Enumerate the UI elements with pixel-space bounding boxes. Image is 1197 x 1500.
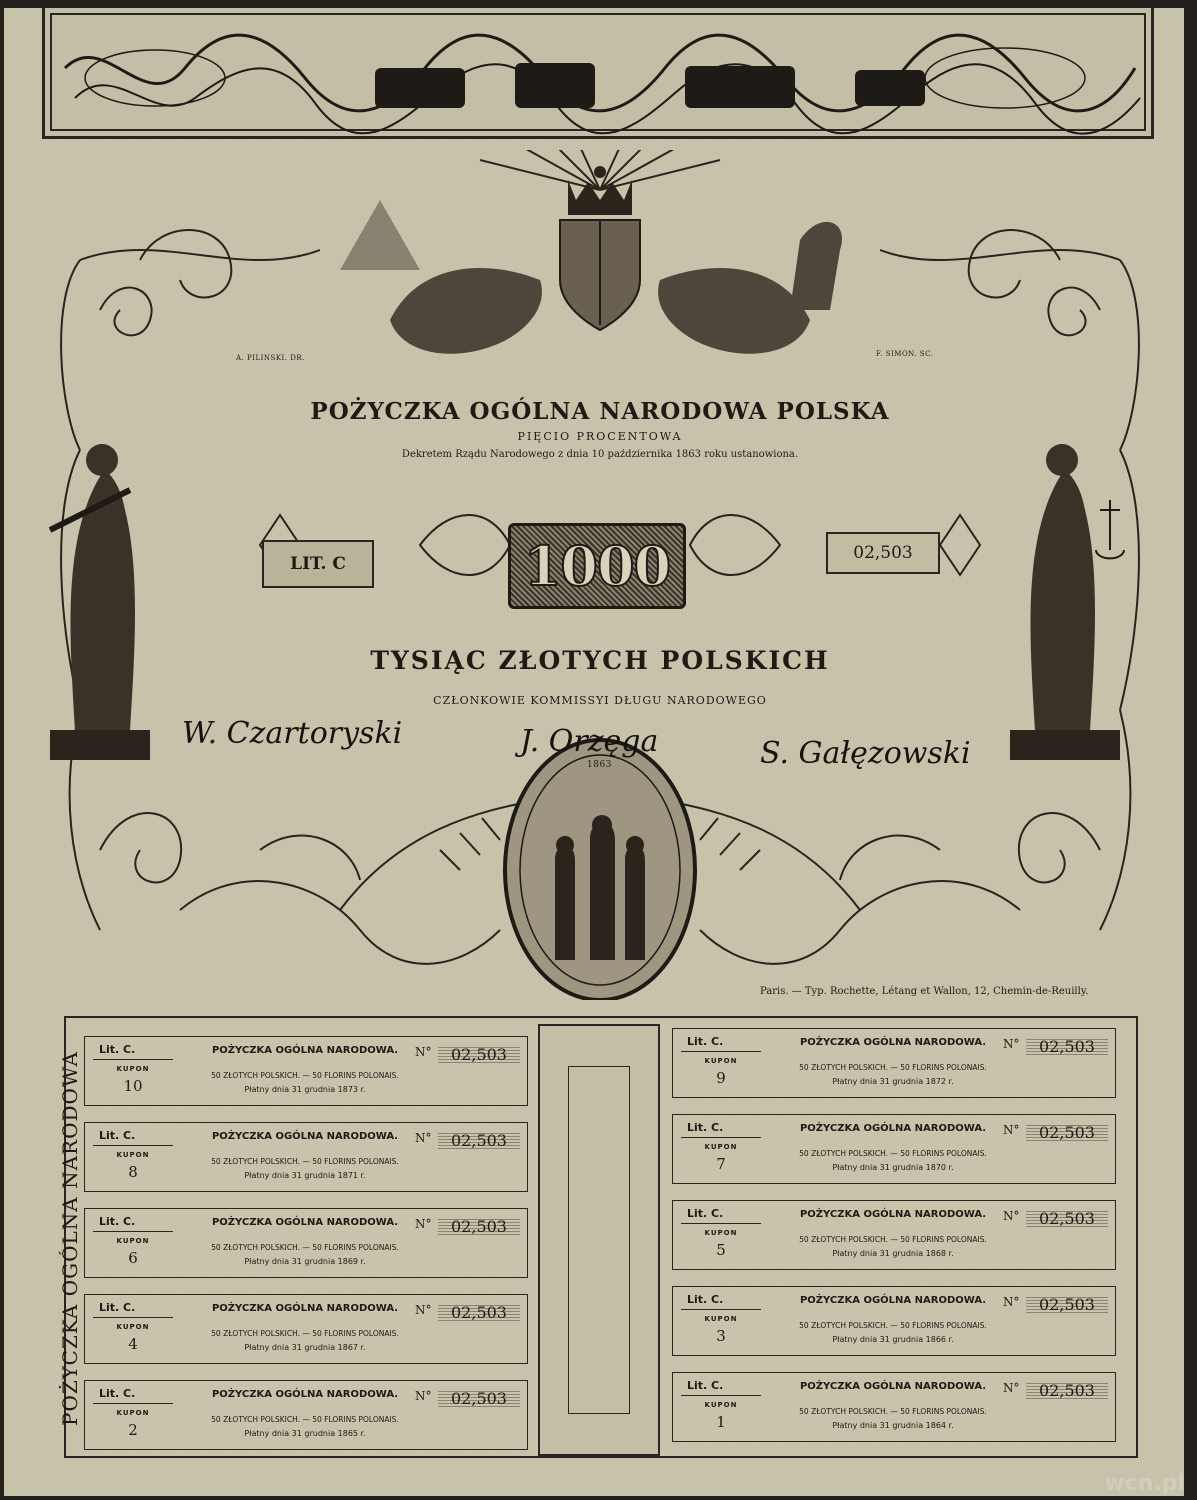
coupon-number: 1 [716, 1413, 726, 1431]
coupon-lit: Lit. C. [99, 1129, 136, 1142]
coupon-lit: Lit. C. [99, 1215, 136, 1228]
coupon-lit: Lit. C. [687, 1293, 724, 1306]
coupon-lit: Lit. C. [687, 1379, 724, 1392]
coupon-number-sign: N° [415, 1303, 432, 1317]
coupon-number-sign: N° [415, 1389, 432, 1403]
coupon-serial: 02,503 [438, 1045, 520, 1063]
coupon [672, 1200, 1116, 1270]
coupon-kupon-label: KUPON [704, 1315, 738, 1323]
coupon-amount: 50 ZŁOTYCH POLSKICH. — 50 FLORINS POLONAIS. [799, 1407, 987, 1416]
coupon [672, 1028, 1116, 1098]
coupon-title: POŻYCZKA OGÓLNA NARODOWA. [799, 1381, 987, 1392]
coupon [84, 1380, 528, 1450]
coupon-number: 4 [128, 1335, 138, 1353]
coupon [672, 1114, 1116, 1184]
coupon-lit: Lit. C. [99, 1387, 136, 1400]
coupon-title: POŻYCZKA OGÓLNA NARODOWA. [211, 1303, 399, 1314]
coupon-amount: 50 ZŁOTYCH POLSKICH. — 50 FLORINS POLONAIS. [211, 1071, 399, 1080]
coupon-kupon-label: KUPON [116, 1151, 150, 1159]
coupon-serial: 02,503 [438, 1217, 520, 1235]
coupon-amount: 50 ZŁOTYCH POLSKICH. — 50 FLORINS POLONAIS. [799, 1235, 987, 1244]
coupon-divider [681, 1137, 761, 1138]
coupon-amount: 50 ZŁOTYCH POLSKICH. — 50 FLORINS POLONAIS. [211, 1157, 399, 1166]
signature-galezowski: S. Gałęzowski [760, 736, 971, 771]
coupon-number-sign: N° [415, 1045, 432, 1059]
coupon-serial: 02,503 [1026, 1381, 1108, 1399]
coupon-kupon-label: KUPON [116, 1237, 150, 1245]
coupon-kupon-label: KUPON [116, 1409, 150, 1417]
coupon-title: POŻYCZKA OGÓLNA NARODOWA. [211, 1389, 399, 1400]
coupon [84, 1122, 528, 1192]
coupon-payable-date: Płatny dnia 31 grudnia 1867 r. [244, 1343, 366, 1352]
lit-label: LIT. C [262, 540, 374, 588]
coupon-payable-date: Płatny dnia 31 grudnia 1864 r. [832, 1421, 954, 1430]
coupon-lit: Lit. C. [99, 1301, 136, 1314]
coupon-title: POŻYCZKA OGÓLNA NARODOWA. [211, 1217, 399, 1228]
coupon-lit: Lit. C. [687, 1035, 724, 1048]
signature-orzega: J. Orzęga [520, 724, 659, 759]
coupon-center-strip [538, 1024, 660, 1456]
coupon-payable-date: Płatny dnia 31 grudnia 1869 r. [244, 1257, 366, 1266]
coupon-lit: Lit. C. [99, 1043, 136, 1056]
coupon-title: POŻYCZKA OGÓLNA NARODOWA. [799, 1037, 987, 1048]
coupon-amount: 50 ZŁOTYCH POLSKICH. — 50 FLORINS POLONAIS. [211, 1243, 399, 1252]
bond-title: POŻYCZKA OGÓLNA NARODOWA POLSKA [310, 398, 890, 425]
coupon-serial: 02,503 [1026, 1037, 1108, 1055]
serial-number: 02,503 [826, 532, 940, 574]
decree-line: Dekretem Rządu Narodowego z dnia 10 października 1863 roku ustanowiona. [401, 449, 799, 460]
medallion-year: 1863 [587, 760, 612, 770]
coupon-payable-date: Płatny dnia 31 grudnia 1873 r. [244, 1085, 366, 1094]
coupon-kupon-label: KUPON [116, 1065, 150, 1073]
coupon-payable-date: Płatny dnia 31 grudnia 1868 r. [832, 1249, 954, 1258]
coupon-kupon-label: KUPON [116, 1323, 150, 1331]
coupon-number-sign: N° [1003, 1209, 1020, 1223]
coupon-title: POŻYCZKA OGÓLNA NARODOWA. [211, 1131, 399, 1142]
calligraphy-ornament [45, 8, 1151, 136]
coupon-divider [93, 1145, 173, 1146]
signature-czartoryski: W. Czartoryski [182, 716, 403, 751]
coupon [672, 1286, 1116, 1356]
coupon-payable-date: Płatny dnia 31 grudnia 1866 r. [832, 1335, 954, 1344]
denomination-value: 1000 [508, 523, 686, 609]
bond-subtitle: PIĘCIO PROCENTOWA [517, 430, 683, 443]
coupon-amount: 50 ZŁOTYCH POLSKICH. — 50 FLORINS POLONAIS. [211, 1329, 399, 1338]
coupon-number: 5 [716, 1241, 726, 1259]
coupon-serial: 02,503 [438, 1303, 520, 1321]
amount-in-words: TYSIĄC ZŁOTYCH POLSKICH [370, 646, 830, 675]
watermark: wcn.pl [1104, 1471, 1185, 1496]
coupon-title: POŻYCZKA OGÓLNA NARODOWA. [799, 1123, 987, 1134]
coupon [84, 1208, 528, 1278]
coupon-divider [681, 1051, 761, 1052]
coupon-amount: 50 ZŁOTYCH POLSKICH. — 50 FLORINS POLONAIS. [211, 1415, 399, 1424]
coupon-serial: 02,503 [1026, 1295, 1108, 1313]
coupon [84, 1036, 528, 1106]
soldiers-medallion-icon [505, 740, 695, 1000]
right-statue-icon [1010, 444, 1124, 760]
coupon-number-sign: N° [415, 1131, 432, 1145]
coupon-title: POŻYCZKA OGÓLNA NARODOWA. [211, 1045, 399, 1056]
coupon-divider [93, 1231, 173, 1232]
coupon-number: 6 [128, 1249, 138, 1267]
coupon-lit: Lit. C. [687, 1121, 724, 1134]
coupon-number-sign: N° [1003, 1295, 1020, 1309]
coupon-payable-date: Płatny dnia 31 grudnia 1871 r. [244, 1171, 366, 1180]
coupon-number-sign: N° [1003, 1037, 1020, 1051]
coupon-divider [681, 1309, 761, 1310]
coupon-number-sign: N° [1003, 1123, 1020, 1137]
coupon-number: 3 [716, 1327, 726, 1345]
coupon-amount: 50 ZŁOTYCH POLSKICH. — 50 FLORINS POLONAIS. [799, 1321, 987, 1330]
coupon-kupon-label: KUPON [704, 1229, 738, 1237]
coupon-serial: 02,503 [438, 1389, 520, 1407]
coupon-number: 8 [128, 1163, 138, 1181]
artist-credit-left: A. PILINSKI. DR. [236, 354, 305, 362]
coupon-kupon-label: KUPON [704, 1057, 738, 1065]
artist-credit-right: F. SIMON. SC. [876, 350, 934, 358]
left-statue-icon [50, 444, 150, 760]
coupon-number-sign: N° [1003, 1381, 1020, 1395]
coat-of-arms-icon [560, 166, 640, 330]
coupon-serial: 02,503 [1026, 1123, 1108, 1141]
coupon-payable-date: Płatny dnia 31 grudnia 1865 r. [244, 1429, 366, 1438]
coupon-kupon-label: KUPON [704, 1143, 738, 1151]
coupon-number: 2 [128, 1421, 138, 1439]
coupon-payable-date: Płatny dnia 31 grudnia 1870 r. [832, 1163, 954, 1172]
coupon-divider [681, 1395, 761, 1396]
printer-credit: Paris. — Typ. Rochette, Létang et Wallon, 12, Chemin-de-Reuilly. [760, 986, 1089, 997]
commission-members-label: CZŁONKOWIE KOMMISSYI DŁUGU NARODOWEGO [433, 694, 767, 707]
coupon-serial: 02,503 [1026, 1209, 1108, 1227]
coupon-serial: 02,503 [438, 1131, 520, 1149]
coupon [672, 1372, 1116, 1442]
coupon-amount: 50 ZŁOTYCH POLSKICH. — 50 FLORINS POLONAIS. [799, 1149, 987, 1158]
center-strip-border [568, 1066, 630, 1414]
coupon [84, 1294, 528, 1364]
top-calligraphic-banner [42, 8, 1154, 139]
coupon-number-sign: N° [415, 1217, 432, 1231]
coupon-divider [93, 1059, 173, 1060]
coupon-title: POŻYCZKA OGÓLNA NARODOWA. [799, 1295, 987, 1306]
center-strip-label: POŻYCZKA OGÓLNA NARODOWA [58, 1051, 82, 1426]
coupon-number: 7 [716, 1155, 726, 1173]
coupon-number: 10 [123, 1077, 143, 1095]
coupon-title: POŻYCZKA OGÓLNA NARODOWA. [799, 1209, 987, 1220]
coupon-lit: Lit. C. [687, 1207, 724, 1220]
coupon-payable-date: Płatny dnia 31 grudnia 1872 r. [832, 1077, 954, 1086]
coupon-divider [93, 1403, 173, 1404]
coupon-amount: 50 ZŁOTYCH POLSKICH. — 50 FLORINS POLONAIS. [799, 1063, 987, 1072]
coupon-number: 9 [716, 1069, 726, 1087]
coupon-kupon-label: KUPON [704, 1401, 738, 1409]
coupon-divider [681, 1223, 761, 1224]
coupon-divider [93, 1317, 173, 1318]
